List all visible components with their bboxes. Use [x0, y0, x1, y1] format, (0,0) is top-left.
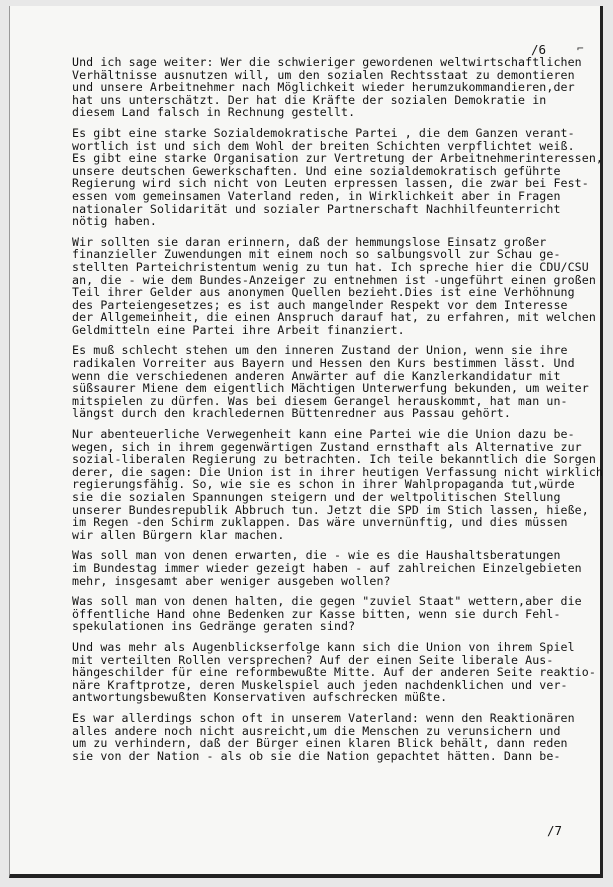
text-line: Geldmitteln eine Partei ihre Arbeit finanziert. [72, 322, 405, 337]
text-line: hängeschilder für eine reformbewußte Mitte. Auf der anderen Seite reaktio- [72, 665, 596, 680]
text-line: nationaler Solidarität und sozialer Partnerschaft Nachhilfeunterricht [72, 201, 561, 216]
text-line: Regierung wird sich nicht von Leuten erpressen lassen, die zwar bei Fest- [72, 176, 589, 191]
text-line: sie von der Nation - als ob sie die Nation gepachtet hätten. Dann be- [72, 748, 561, 763]
text-line: stellten Parteichristentum wenig zu tun hat. Ich spreche hier die CDU/CSU [72, 259, 589, 274]
text-line: um zu verhindern, daß der Bürger einen klaren Blick behält, dann reden [72, 736, 568, 751]
text-line: hat uns unterschätzt. Der hat die Kräfte der sozialen Demokratie in [72, 92, 547, 107]
text-line: im Regen ‑den Schirm zuklappen. Das wäre unvernünftig, und dies müssen [72, 515, 568, 530]
text-line: Es gibt eine starke Sozialdemokratische Partei , die dem Ganzen verant- [72, 125, 575, 140]
paragraph [72, 236, 600, 337]
text-line: finanzieller Zuwendungen mit einem noch so salbungsvoll zur Schau ge- [72, 247, 561, 262]
paragraph [72, 56, 600, 119]
text-line: antwortungsbewußten Konservativen aufschrecken müßte. [72, 690, 448, 705]
text-line: Nur abenteuerliche Verwegenheit kann eine Partei wie die Union dazu be- [72, 427, 575, 442]
text-line: wegen, sich in ihrem gegenwärtigen Zustand ernsthaft als Alternative zur [72, 439, 582, 454]
text-line: alles andere noch nicht ausreicht,um die Menschen zu verunsichern und [72, 723, 561, 738]
text-line: an, die - wie dem Bundes-Anzeiger zu entnehmen ist -ungeführt einen großen [72, 272, 596, 287]
text-line: des Parteiengesetzes; es ist auch mangelnder Respekt vor dem Interesse [72, 297, 568, 312]
paragraph [72, 125, 604, 229]
text-line: der Allgemeinheit, die einen Anspruch darauf hat, zu erfahren, mit welchen [72, 310, 596, 325]
text-line: Wir sollten sie daran erinnern, daß der hemmungslose Einsatz großer [72, 234, 547, 249]
paragraph [72, 641, 600, 704]
page-number-bottom: /7 [547, 823, 563, 838]
text-line: mitspielen zu dürfen. Was bei diesem Gerangel herauskommt, hat man un- [72, 393, 568, 408]
text-line: spekulationen ins Gedränge geraten sind? [72, 619, 356, 634]
text-line: längst durch den krachledernen Büttenredner aus Passau gehört. [72, 406, 511, 421]
text-line: Und was mehr als Augenblickserfolge kann sich die Union von ihrem Spiel [72, 639, 575, 654]
paragraph [72, 344, 600, 420]
text-line: Teil ihrer Gelder aus anonymen Quellen bezieht.Dies ist eine Verhöhnung [72, 285, 575, 300]
text-line: Es war allerdings schon oft in unserem Vaterland: wenn den Reaktionären [72, 710, 575, 725]
text-line: unserer Bundesrepublik Abbruch tun. Jetzt die SPD im Stich lassen, hieße, [72, 502, 589, 517]
text-line: und unsere Arbeitnehmer nach Möglichkeit wieder herumzukommandieren,der [72, 80, 575, 95]
body-text [72, 55, 604, 770]
text-line: öffentliche Hand ohne Bedenken zur Kasse bitten, wenn sie durch Fehl- [72, 606, 561, 621]
text-line: derer, die sagen: Die Union ist in ihrer heutigen Verfassung nicht wirklich [72, 464, 604, 479]
text-line: Und ich sage weiter: Wer die schwieriger gewordenen weltwirtschaftlichen [72, 55, 582, 69]
text-line: süßsaurer Miene dem eigentlich Mächtigen Unterwerfung bekunden, um weiter [72, 381, 589, 396]
text-line: unsere deutschen Gewerkschaften. Und eine sozialdemokratisch geführte [72, 163, 561, 178]
text-line: Was soll man von denen halten, die gegen "zuviel Staat" wettern,aber die [72, 594, 582, 609]
paragraph [72, 427, 604, 542]
corner-mark: ⌐ [577, 42, 584, 55]
text-line: Es muß schlecht stehen um den inneren Zustand der Union, wenn sie ihre [72, 343, 568, 358]
text-line: diesem Land falsch in Rechnung gestellt. [72, 105, 356, 120]
paragraph [72, 595, 600, 633]
text-line: sozial-liberalen Regierung zu betrachten. Ich teile bekanntlich die Sorgen [72, 452, 596, 467]
document-page [9, 6, 603, 878]
text-line: wenn die verschiedenen anderen Anwärter auf die Kanzlerkandidatur mit [72, 368, 561, 383]
text-line: wortlich ist und sich dem Wohl der breiten Schichten verpflichtet weiß. [72, 138, 575, 153]
text-line: Was soll man von denen erwarten, die - wie es die Haushaltsberatungen [72, 548, 561, 563]
text-line: nötig haben. [72, 214, 157, 229]
text-line: wir allen Bürgern klar machen. [72, 527, 285, 542]
text-line: näre Kraftprotze, deren Muskelspiel auch jeden nachdenklichen und ver- [72, 677, 568, 692]
text-line: sie die sozialen Spannungen steigern und der weltpolitischen Stellung [72, 490, 561, 504]
text-line: im Bundestag immer wieder gezeigt haben - auf zahlreichen Einzelgebieten [72, 560, 582, 575]
text-line: essen vom gemeinsamen Vaterland reden, in Wirklichkeit aber in Fragen [72, 188, 561, 203]
page-number-top: /6 [531, 42, 547, 57]
paragraph [72, 712, 600, 762]
text-line: Verhältnisse ausnutzen will, um den sozialen Rechtsstaat zu demontieren [72, 67, 575, 82]
text-line: mit verteilten Rollen versprechen? Auf der einen Seite liberale Aus- [72, 652, 554, 667]
text-line: radikalen Vorreiter aus Bayern und Hessen den Kurs bestimmen lässt. Und [72, 356, 575, 371]
text-line: mehr, insgesamt aber weniger ausgeben wollen? [72, 573, 391, 588]
text-line: regierungsfähig. So, wie sie es schon in ihrer Wahlpropaganda tut,würde [72, 477, 575, 492]
paragraph [72, 549, 600, 587]
text-line: Es gibt eine starke Organisation zur Vertretung der Arbeitnehmerinteressen, [72, 151, 604, 166]
